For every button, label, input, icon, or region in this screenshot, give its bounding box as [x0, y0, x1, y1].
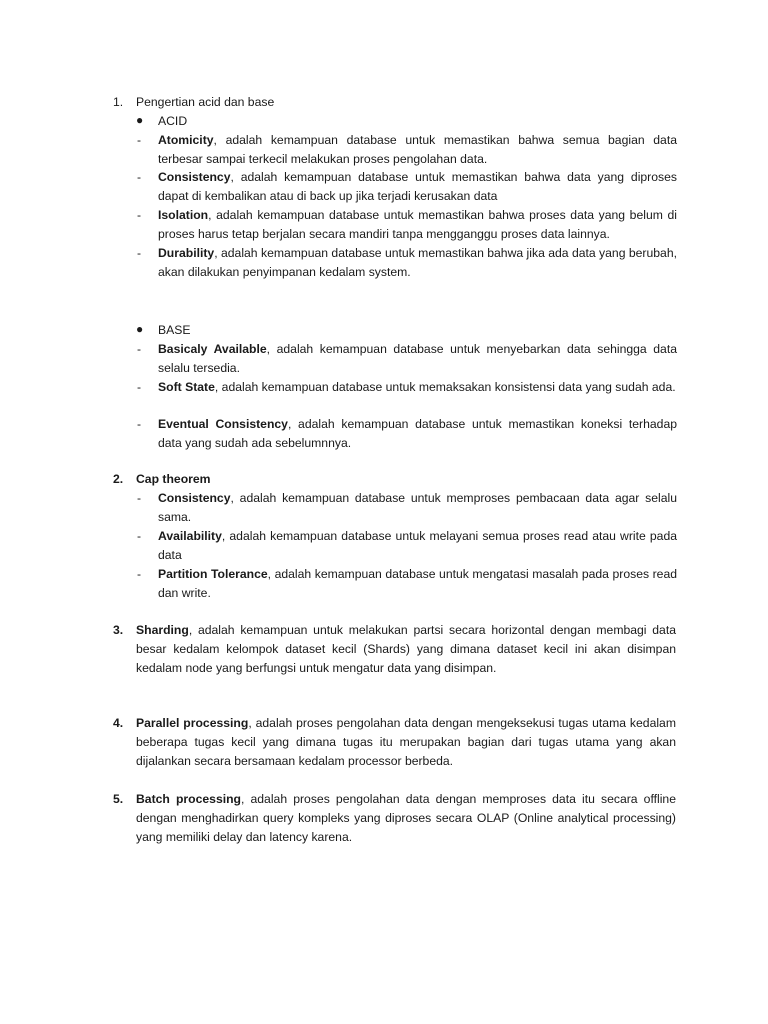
- section-1-title: Pengertian acid dan base: [136, 95, 275, 109]
- definition: , adalah kemampuan database untuk menyebarkan data sehingga data selalu tersedia.: [158, 342, 678, 375]
- bullet-acid: ●: [136, 113, 144, 127]
- base-item-basicaly-available: [158, 340, 677, 378]
- acid-item-consistency: [158, 168, 677, 206]
- bullet-base: ●: [136, 322, 144, 336]
- section-5-number: 5.: [113, 792, 124, 806]
- dash: -: [137, 208, 142, 222]
- acid-item-isolation: [158, 206, 677, 244]
- term: Eventual Consistency: [158, 417, 288, 431]
- dash: -: [137, 529, 142, 543]
- definition: , adalah kemampuan database untuk mengatasi masalah pada proses read dan write.: [158, 567, 678, 600]
- section-3-sharding: [136, 621, 676, 677]
- definition: , adalah kemampuan database untuk memastikan bahwa proses data yang belum di proses harus tetap berjalan secara mandiri tanpa mengganggu proses data lainnya.: [158, 208, 677, 241]
- term: Consistency: [158, 491, 231, 505]
- term: Partition Tolerance: [158, 567, 268, 581]
- cap-item-consistency: [158, 489, 677, 527]
- section-5-batch-processing: [136, 790, 676, 846]
- definition: , adalah kemampuan database untuk melayani semua proses read atau write pada data: [158, 529, 677, 562]
- base-item-soft-state: [158, 378, 677, 397]
- term: Availability: [158, 529, 222, 543]
- section-4-parallel-processing: [136, 714, 676, 770]
- section-2-title: Cap theorem: [136, 472, 211, 486]
- cap-item-partition-tolerance: [158, 565, 677, 603]
- definition: , adalah proses pengolahan data dengan mengeksekusi tugas utama kedalam beberapa tugas kecil yang dimana tugas itu merupakan bagian dari tugas utama yang akan dijalankan secara bersamaan kedalam processor berbeda.: [136, 716, 676, 768]
- definition: , adalah kemampuan untuk melakukan partsi secara horizontal dengan membagi data besar kedalam kelompok dataset kecil (Shards) yang dimana dataset kecil ini akan disimpan kedalam node yang berfungsi untuk mengatur data yang disimpan.: [136, 623, 676, 675]
- dash: -: [137, 567, 142, 581]
- section-3-number: 3.: [113, 623, 124, 637]
- dash: -: [137, 133, 142, 147]
- section-2-number: 2.: [113, 472, 124, 486]
- term: Consistency: [158, 170, 231, 184]
- definition: , adalah kemampuan database untuk memaksakan konsistensi data yang sudah ada.: [214, 380, 676, 394]
- dash: -: [137, 246, 142, 260]
- acid-item-atomicity: [158, 131, 677, 169]
- dash: -: [137, 170, 142, 184]
- term: Isolation: [158, 208, 209, 222]
- term: Atomicity: [158, 133, 214, 147]
- term: Soft State: [158, 380, 215, 394]
- definition: , adalah kemampuan database untuk memastikan bahwa jika ada data yang berubah, akan dilakukan penyimpanan kedalam system.: [158, 246, 677, 279]
- definition: , adalah kemampuan database untuk memproses pembacaan data agar selalu sama.: [158, 491, 677, 524]
- base-heading: BASE: [158, 323, 191, 337]
- dash: -: [137, 491, 142, 505]
- term: Durability: [158, 246, 215, 260]
- term: Batch processing: [136, 792, 241, 806]
- definition: , adalah kemampuan database untuk memastikan bahwa semua bagian data terbesar sampai terkecil melakukan proses pengolahan data.: [158, 133, 677, 166]
- section-4-number: 4.: [113, 716, 124, 730]
- section-1-number: 1.: [113, 95, 124, 109]
- term: Basicaly Available: [158, 342, 267, 356]
- base-item-eventual-consistency: [158, 415, 677, 453]
- cap-item-availability: [158, 527, 677, 565]
- dash: -: [137, 380, 142, 394]
- term: Parallel processing: [136, 716, 249, 730]
- dash: -: [137, 342, 142, 356]
- term: Sharding: [136, 623, 189, 637]
- acid-item-durability: [158, 244, 677, 282]
- definition: , adalah kemampuan database untuk memastikan koneksi terhadap data yang sudah ada sebelumnnya.: [158, 417, 677, 450]
- definition: , adalah kemampuan database untuk memastikan bahwa data yang diproses dapat di kembalikan atau di back up jika terjadi kerusakan data: [158, 170, 677, 203]
- acid-heading: ACID: [158, 114, 188, 128]
- definition: , adalah proses pengolahan data dengan memproses data itu secara offline dengan menghadirkan query kompleks yang diproses secara OLAP (Online analytical processing) yang memiliki delay dan latency karena.: [136, 792, 676, 844]
- dash: -: [137, 417, 142, 431]
